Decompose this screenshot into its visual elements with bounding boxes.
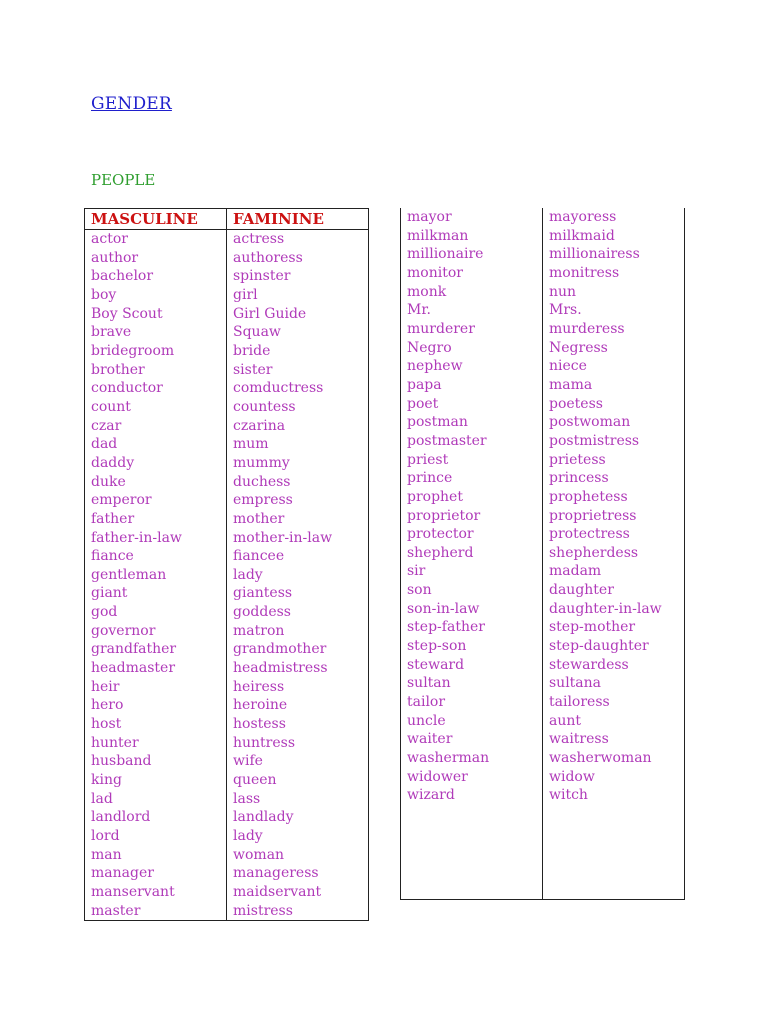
feminine-word: grandmother xyxy=(227,640,369,659)
masculine-word: count xyxy=(85,398,227,417)
feminine-word: heiress xyxy=(227,678,369,697)
feminine-word: goddess xyxy=(227,603,369,622)
masculine-word: postman xyxy=(401,413,543,432)
table-row xyxy=(85,398,369,417)
feminine-word: prietess xyxy=(543,451,685,470)
feminine-word: actress xyxy=(227,230,369,249)
feminine-word: authoress xyxy=(227,249,369,268)
masculine-word: headmaster xyxy=(85,659,227,678)
feminine-word: heroine xyxy=(227,696,369,715)
table-row xyxy=(401,786,685,805)
feminine-word: hostess xyxy=(227,715,369,734)
masculine-word: monitor xyxy=(401,264,543,283)
feminine-word: matron xyxy=(227,622,369,641)
table-row xyxy=(85,566,369,585)
masculine-word: heir xyxy=(85,678,227,697)
table-row xyxy=(85,790,369,809)
feminine-word: witch xyxy=(543,786,685,805)
feminine-word: lady xyxy=(227,566,369,585)
feminine-word: spinster xyxy=(227,267,369,286)
table-row xyxy=(85,547,369,566)
feminine-word: aunt xyxy=(543,712,685,731)
masculine-word: steward xyxy=(401,656,543,675)
masculine-word: millionaire xyxy=(401,245,543,264)
masculine-word: prophet xyxy=(401,488,543,507)
section-heading: PEOPLE xyxy=(91,171,156,189)
feminine-word: step-daughter xyxy=(543,637,685,656)
table-row xyxy=(85,696,369,715)
table-row xyxy=(401,357,685,376)
masculine-word: father xyxy=(85,510,227,529)
feminine-word: mayoress xyxy=(543,208,685,227)
feminine-word: bride xyxy=(227,342,369,361)
table-row xyxy=(401,712,685,731)
table-row xyxy=(85,323,369,342)
masculine-word: emperor xyxy=(85,491,227,510)
table-row xyxy=(85,622,369,641)
table-row xyxy=(85,267,369,286)
table-row xyxy=(85,771,369,790)
table-header-row xyxy=(85,209,369,230)
masculine-word: king xyxy=(85,771,227,790)
table-row xyxy=(85,249,369,268)
feminine-word: wife xyxy=(227,752,369,771)
feminine-word: daughter-in-law xyxy=(543,600,685,619)
feminine-word: poetess xyxy=(543,395,685,414)
table-row xyxy=(85,510,369,529)
feminine-word: lady xyxy=(227,827,369,846)
table-row xyxy=(85,342,369,361)
feminine-word: shepherdess xyxy=(543,544,685,563)
masculine-word: poet xyxy=(401,395,543,414)
masculine-word: washerman xyxy=(401,749,543,768)
table-row xyxy=(85,361,369,380)
feminine-word: giantess xyxy=(227,584,369,603)
masculine-word: widower xyxy=(401,768,543,787)
masculine-word: waiter xyxy=(401,730,543,749)
masculine-word: papa xyxy=(401,376,543,395)
table-row xyxy=(401,525,685,544)
masculine-word: hunter xyxy=(85,734,227,753)
table-row xyxy=(85,659,369,678)
table-row xyxy=(85,435,369,454)
table-row xyxy=(401,208,685,227)
feminine-word: empress xyxy=(227,491,369,510)
table-row xyxy=(401,227,685,246)
masculine-word: monk xyxy=(401,283,543,302)
feminine-word: queen xyxy=(227,771,369,790)
feminine-word: sultana xyxy=(543,674,685,693)
table-row xyxy=(401,413,685,432)
masculine-word: hero xyxy=(85,696,227,715)
masculine-word: sultan xyxy=(401,674,543,693)
table-row xyxy=(401,339,685,358)
table-row xyxy=(401,320,685,339)
masculine-word: Mr. xyxy=(401,301,543,320)
table-row xyxy=(85,603,369,622)
table-row xyxy=(85,752,369,771)
masculine-word: lad xyxy=(85,790,227,809)
table-row xyxy=(85,230,369,249)
masculine-word: landlord xyxy=(85,808,227,827)
masculine-word: man xyxy=(85,846,227,865)
masculine-word: dad xyxy=(85,435,227,454)
masculine-word: bachelor xyxy=(85,267,227,286)
gender-table-left xyxy=(84,208,369,921)
feminine-word: postmistress xyxy=(543,432,685,451)
masculine-word: manservant xyxy=(85,883,227,902)
feminine-word: mother-in-law xyxy=(227,529,369,548)
feminine-word: monitress xyxy=(543,264,685,283)
gender-table-right xyxy=(400,208,685,900)
table-row xyxy=(85,808,369,827)
masculine-word: father-in-law xyxy=(85,529,227,548)
masculine-word: prince xyxy=(401,469,543,488)
feminine-word: mummy xyxy=(227,454,369,473)
masculine-word: son-in-law xyxy=(401,600,543,619)
masculine-word: postmaster xyxy=(401,432,543,451)
feminine-word: princess xyxy=(543,469,685,488)
feminine-word: madam xyxy=(543,562,685,581)
masculine-word: giant xyxy=(85,584,227,603)
table-row xyxy=(85,305,369,324)
feminine-word: landlady xyxy=(227,808,369,827)
feminine-word: czarina xyxy=(227,417,369,436)
feminine-word: Mrs. xyxy=(543,301,685,320)
masculine-word: Negro xyxy=(401,339,543,358)
table-row xyxy=(401,264,685,283)
masculine-word: son xyxy=(401,581,543,600)
masculine-word: husband xyxy=(85,752,227,771)
table-row xyxy=(85,584,369,603)
masculine-word: bridegroom xyxy=(85,342,227,361)
feminine-word: murderess xyxy=(543,320,685,339)
gender-table-right-body xyxy=(401,208,685,900)
masculine-word: boy xyxy=(85,286,227,305)
table-row xyxy=(401,544,685,563)
table-row xyxy=(401,451,685,470)
table-row xyxy=(85,529,369,548)
feminine-word: step-mother xyxy=(543,618,685,637)
masculine-word: gentleman xyxy=(85,566,227,585)
masculine-word: fiance xyxy=(85,547,227,566)
table-row xyxy=(85,864,369,883)
feminine-word: Girl Guide xyxy=(227,305,369,324)
table-row xyxy=(85,715,369,734)
feminine-word: protectress xyxy=(543,525,685,544)
feminine-word: lass xyxy=(227,790,369,809)
table-row xyxy=(401,245,685,264)
masculine-word: proprietor xyxy=(401,507,543,526)
feminine-word: sister xyxy=(227,361,369,380)
table-row xyxy=(401,656,685,675)
masculine-word: wizard xyxy=(401,786,543,805)
table-row xyxy=(85,379,369,398)
masculine-word: protector xyxy=(401,525,543,544)
table-row xyxy=(401,618,685,637)
table-row xyxy=(401,768,685,787)
feminine-word: milkmaid xyxy=(543,227,685,246)
masculine-word: god xyxy=(85,603,227,622)
table-row xyxy=(85,883,369,902)
gender-table-left-body xyxy=(85,230,369,921)
feminine-word: comductress xyxy=(227,379,369,398)
masculine-word: brother xyxy=(85,361,227,380)
masculine-word: duke xyxy=(85,473,227,492)
feminine-word: duchess xyxy=(227,473,369,492)
empty-cell xyxy=(401,805,543,900)
feminine-word: postwoman xyxy=(543,413,685,432)
table-row xyxy=(401,488,685,507)
table-row xyxy=(401,395,685,414)
empty-cell xyxy=(543,805,685,900)
table-row xyxy=(401,749,685,768)
table-row xyxy=(85,902,369,921)
table-row xyxy=(85,640,369,659)
table-row xyxy=(85,827,369,846)
table-row xyxy=(85,286,369,305)
masculine-word: grandfather xyxy=(85,640,227,659)
feminine-word: mama xyxy=(543,376,685,395)
table-row xyxy=(85,846,369,865)
masculine-word: actor xyxy=(85,230,227,249)
feminine-word: mum xyxy=(227,435,369,454)
feminine-word: daughter xyxy=(543,581,685,600)
table-row xyxy=(401,507,685,526)
masculine-word: conductor xyxy=(85,379,227,398)
masculine-word: step-father xyxy=(401,618,543,637)
feminine-word: girl xyxy=(227,286,369,305)
table-row xyxy=(401,730,685,749)
page-title: GENDER xyxy=(91,94,172,114)
table-row xyxy=(85,491,369,510)
table-row xyxy=(85,473,369,492)
masculine-word: governor xyxy=(85,622,227,641)
masculine-word: priest xyxy=(401,451,543,470)
masculine-word: shepherd xyxy=(401,544,543,563)
feminine-word: countess xyxy=(227,398,369,417)
feminine-word: headmistress xyxy=(227,659,369,678)
table-row xyxy=(401,674,685,693)
feminine-word: stewardess xyxy=(543,656,685,675)
feminine-word: millionairess xyxy=(543,245,685,264)
table-row xyxy=(85,678,369,697)
masculine-word: manager xyxy=(85,864,227,883)
feminine-word: maidservant xyxy=(227,883,369,902)
feminine-word: fiancee xyxy=(227,547,369,566)
masculine-word: czar xyxy=(85,417,227,436)
masculine-word: master xyxy=(85,902,227,921)
masculine-word: sir xyxy=(401,562,543,581)
table-row xyxy=(401,562,685,581)
masculine-word: step-son xyxy=(401,637,543,656)
table-row xyxy=(401,301,685,320)
table-row xyxy=(401,581,685,600)
empty-row xyxy=(401,805,685,900)
masculine-word: tailor xyxy=(401,693,543,712)
masculine-word: Boy Scout xyxy=(85,305,227,324)
table-row xyxy=(401,432,685,451)
table-row xyxy=(401,637,685,656)
feminine-word: manageress xyxy=(227,864,369,883)
feminine-word: huntress xyxy=(227,734,369,753)
table-row xyxy=(401,376,685,395)
masculine-word: uncle xyxy=(401,712,543,731)
feminine-word: Negress xyxy=(543,339,685,358)
feminine-word: washerwoman xyxy=(543,749,685,768)
table-row xyxy=(401,600,685,619)
table-row xyxy=(85,417,369,436)
feminine-word: Squaw xyxy=(227,323,369,342)
masculine-header: MASCULINE xyxy=(85,209,227,230)
feminine-word: mistress xyxy=(227,902,369,921)
masculine-word: author xyxy=(85,249,227,268)
masculine-word: milkman xyxy=(401,227,543,246)
table-row xyxy=(401,693,685,712)
feminine-word: widow xyxy=(543,768,685,787)
feminine-word: waitress xyxy=(543,730,685,749)
feminine-word: prophetess xyxy=(543,488,685,507)
feminine-word: niece xyxy=(543,357,685,376)
masculine-word: murderer xyxy=(401,320,543,339)
feminine-word: woman xyxy=(227,846,369,865)
table-row xyxy=(401,283,685,302)
feminine-header: FAMININE xyxy=(227,209,369,230)
masculine-word: brave xyxy=(85,323,227,342)
masculine-word: nephew xyxy=(401,357,543,376)
masculine-word: mayor xyxy=(401,208,543,227)
masculine-word: daddy xyxy=(85,454,227,473)
feminine-word: nun xyxy=(543,283,685,302)
feminine-word: tailoress xyxy=(543,693,685,712)
table-row xyxy=(85,454,369,473)
masculine-word: lord xyxy=(85,827,227,846)
table-row xyxy=(401,469,685,488)
masculine-word: host xyxy=(85,715,227,734)
feminine-word: mother xyxy=(227,510,369,529)
feminine-word: proprietress xyxy=(543,507,685,526)
table-row xyxy=(85,734,369,753)
